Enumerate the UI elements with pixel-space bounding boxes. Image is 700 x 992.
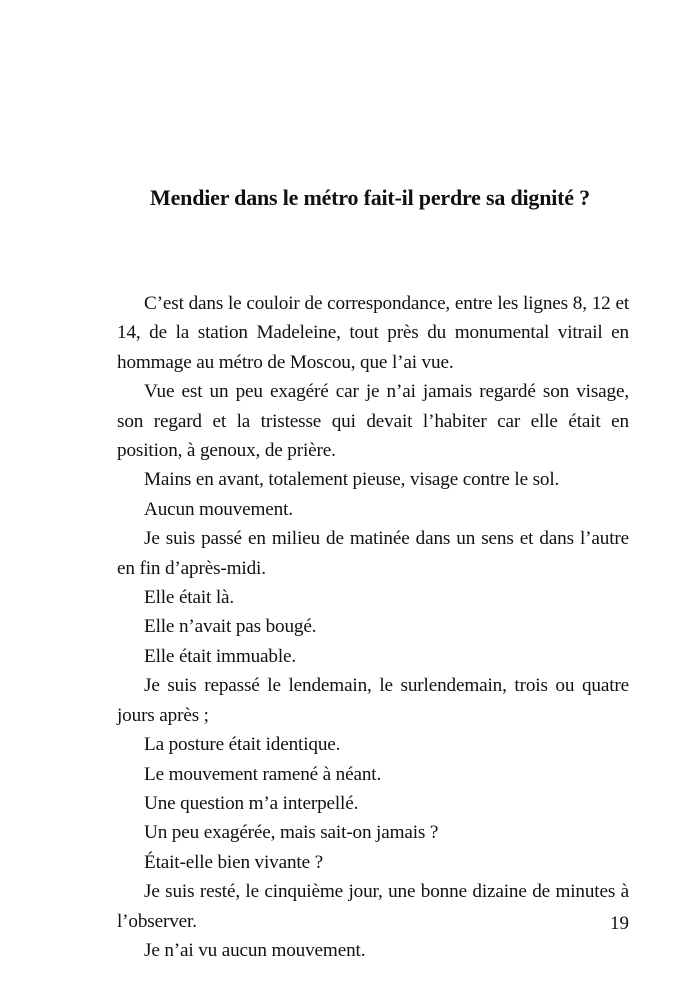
body-text — [117, 289, 629, 965]
paragraph: Elle était immuable. — [144, 645, 297, 667]
paragraph: Une question m’a interpellé. — [144, 792, 359, 814]
paragraph: C’est dans le couloir de correspondance, entre les lignes 8, 12 et 14, de la station Madeleine, tout près du monumental vitrail en hommage au métro de Moscou, que l’ai vue. — [117, 293, 629, 373]
paragraph: Elle n’avait pas bougé. — [144, 616, 317, 638]
paragraph: Je suis resté, le cinquième jour, une bonne dizaine de minutes à l’observer. — [117, 881, 629, 932]
paragraph: Je suis passé en milieu de matinée dans un sens et dans l’autre en fin d’après-midi. — [117, 528, 629, 579]
paragraph: La posture était identique. — [144, 734, 341, 756]
paragraph: Était-elle bien vivante ? — [144, 851, 323, 873]
page-number: 19 — [610, 913, 629, 934]
paragraph: Le mouvement ramené à néant. — [144, 763, 382, 785]
paragraph: Un peu exagérée, mais sait-on jamais ? — [144, 822, 439, 844]
paragraph: Mains en avant, totalement pieuse, visage contre le sol. — [144, 469, 560, 491]
paragraph: Je suis repassé le lendemain, le surlendemain, trois ou quatre jours après ; — [117, 675, 629, 726]
paragraph: Je n’ai vu aucun mouvement. — [144, 939, 366, 961]
paragraph: Vue est un peu exagéré car je n’ai jamais regardé son visage, son regard et la tristesse qui devait l’habiter car elle était en position, à genoux, de prière. — [117, 381, 629, 462]
paragraph: Aucun mouvement. — [144, 498, 293, 520]
chapter-title: Mendier dans le métro fait-il perdre sa dignité ? — [150, 185, 590, 210]
paragraph: Elle était là. — [144, 587, 235, 609]
